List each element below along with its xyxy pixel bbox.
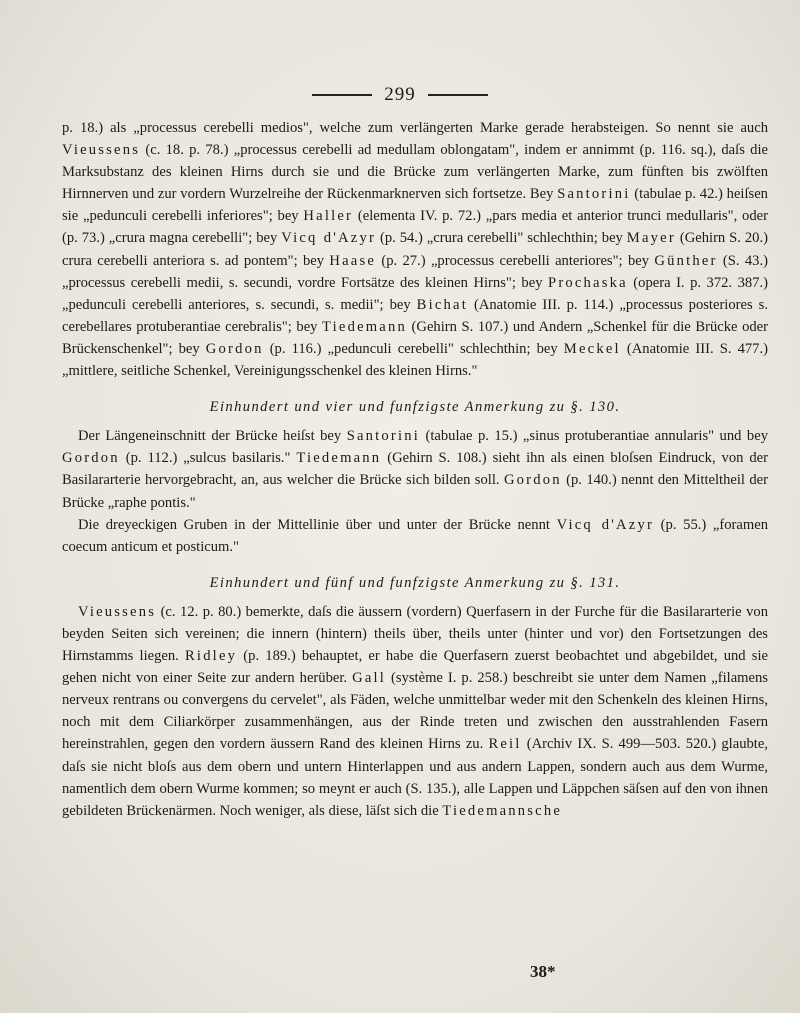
author-name: Bichat [416,296,468,313]
paragraph-1: p. 18.) als „processus cerebelli medios", welche zum verlängerten Marke gerade herabsteigen. So nennt sie auch Vieussens (c. 18. p. 78.) „processus cerebelli ad medullam oblongatam", indem er annimmt (p. 116. sq.), daſs die Marksubstanz des kleinen Hirns durch sie und die Brücke zum verlängerten Marke, zum fünften bis zwölften Hirnnerven und zur vordern Wurzelreihe der Rückenmarknerven sich fortsetze. Bey Santorini (tabulae p. 42.) heiſsen sie „pedunculi cerebelli inferiores"; bey Haller (elementa IV. p. 72.) „pars media et anterior trunci medullaris", oder (p. 73.) „crura magna cerebelli"; bey Vicq d'Azyr (p. 54.) „crura cerebelli" schlechthin; bey Mayer (Gehirn S. 20.) crura cerebelli anteriora s. ad pontem"; bey Haase (p. 27.) „processus cerebelli anteriores"; bey Günther (S. 43.) „processus cerebelli medii, s. secundi, vordre Fortsätze des kleinen Hirns"; bey Prochaska (opera I. p. 372. 387.) „pedunculi cerebelli anteriores, s. secundi, s. medii"; bey Bichat (Anatomie III. p. 114.) „processus posteriores s. cerebellares protuberantiae cerebralis"; bey Tiedemann (Gehirn S. 107.) und Andern „Schenkel für die Brücke oder Brückenschenkel"; bey Gordon (p. 116.) „pedunculi cerebelli" schlechthin; bey Meckel (Anatomie III. S. 477.) „mittlere, seitliche Schenkel, Vereinigungsschenkel des kleinen Hirns." [62,120,769,380]
header-rule-right [428,94,488,96]
paragraph-3: Die dreyeckigen Gruben in der Mittellinie über und unter der Brücke nennt Vicq d'Azyr (p. 55.) „foramen coecum anticum et posticum." [62,516,768,555]
author-name: Vieussens [78,603,157,620]
author-name: Tiedemann [322,318,407,335]
paragraph-4: Vieussens (c. 12. p. 80.) bemerkte, daſs die äussern (vordern) Querfasern in der Furche für die Basilararterie von beyden Seiten sich vereinen; die innern (hintern) theils über, theils unter (hinter und vor) den Fortsetzungen des Hirnstamms liegen. Ridley (p. 189.) behauptet, er habe die Querfasern zuerst beobachtet und abgebildet, und sie gehen nicht von einer Seite zur andern herüber. Gall (système I. p. 258.) beschreibt sie unter dem Namen „filamens nerveux rentrans ou convergens du cervelet", als Fäden, welche unmittelbar weder mit den Schenkeln des kleinen Hirns, noch mit dem Ciliarkörper zusammenhängen, aus der Rinde treten und zwischen den ausstrahlenden Fasern hereinstrahlen, gegen den vordern äussern Rand des kleinen Hirns zu. Reil (Archiv IX. S. 499—503. 520.) glaubte, daſs sie nicht bloſs aus dem obern und untern Hinterlappen und aus andern Lappen, sondern auch aus dem Wurme, namentlich dem obern Wurme kommen; so meynt er auch (S. 135.), alle Lappen und Läppchen säſsen auf den von ihnen gebildeten Brückenärmen. Noch weniger, als diese, läſst sich die Tiedemannsche [62,603,768,819]
paragraph-2: Der Längeneinschnitt der Brücke heiſst bey Santorini (tabulae p. 15.) „sinus protuberantiae annularis" und bey Gordon (p. 112.) „sulcus basilaris." Tiedemann (Gehirn S. 108.) sieht ihn als einen bloſsen Eindruck, von der Basilararterie hervorgebracht, an, aus welcher die Brücke sich bilden soll. Gordon (p. 140.) nennt den Mitteltheil der Brücke „raphe pontis." [62,428,769,511]
author-name: Tiedemann [296,450,382,467]
author-name: Meckel [563,340,621,357]
author-name: Ridley [185,648,238,665]
author-name: Santorini [557,186,631,203]
author-name: Mayer [626,230,676,247]
author-name: Tiedemannsche [442,802,563,819]
body-text [62,117,768,822]
section-heading-155: Einhundert und fünf und funfzigste Anmerkung zu §. 131. [209,574,621,591]
author-name: Vieussens [62,142,141,159]
author-name: Günther [654,252,718,269]
author-name: Santorini [346,428,420,445]
section-heading-154: Einhundert und vier und funfzigste Anmerkung zu §. 130. [209,399,621,416]
page-number: 299 [384,84,416,105]
author-name: Gordon [205,340,264,357]
author-name: Haase [329,252,377,269]
author-name: Gordon [503,472,562,489]
author-name: Vicq d'Azyr [556,516,655,533]
author-name: Prochaska [548,274,628,291]
author-name: Vicq d'Azyr [281,230,377,247]
author-name: Reil [488,736,522,753]
author-name: Haller [303,208,354,225]
page-header [0,83,800,107]
printer-signature: 38* [530,962,556,981]
header-rule-left [312,94,372,96]
author-name: Gordon [62,450,120,467]
author-name: Gall [352,670,387,687]
